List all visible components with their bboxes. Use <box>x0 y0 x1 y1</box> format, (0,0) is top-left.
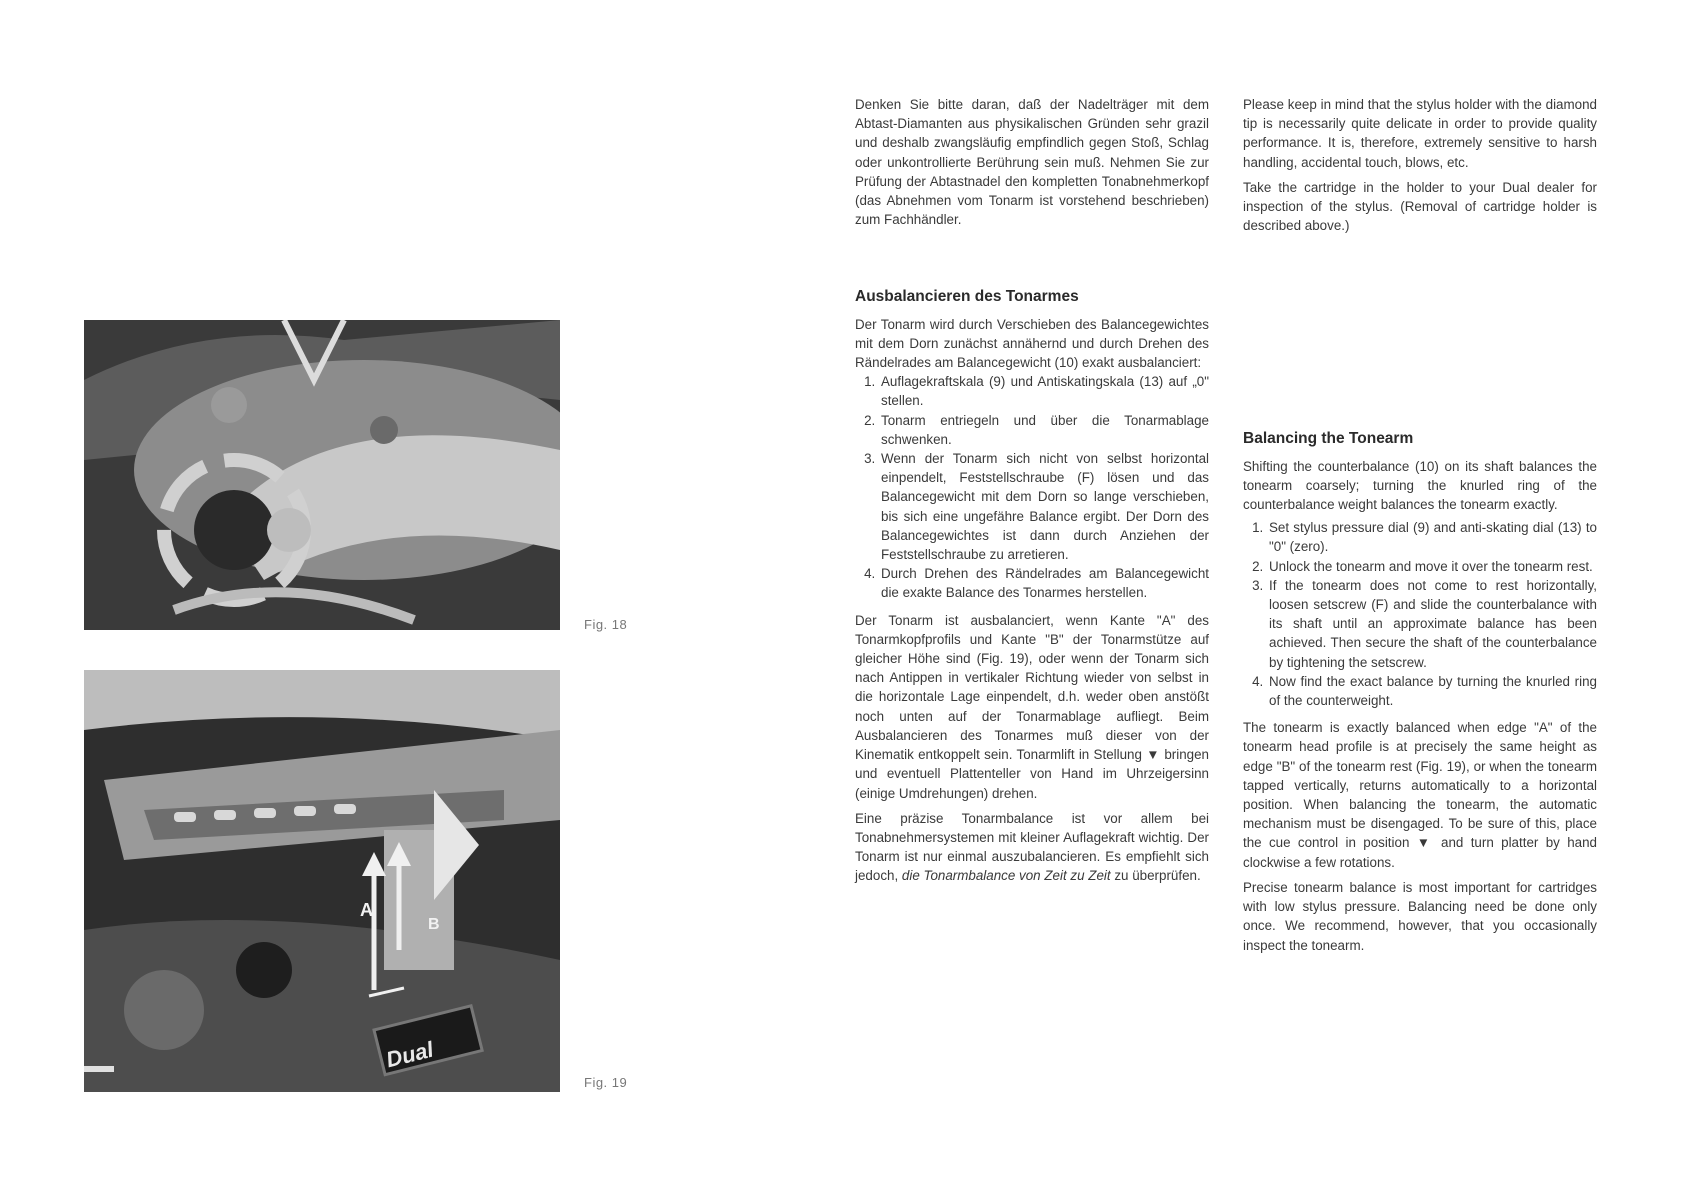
german-para3-end: zu überprüfen. <box>1114 868 1201 884</box>
english-heading: Balancing the Tonearm <box>1243 430 1414 448</box>
german-intro: Denken Sie bitte daran, daß der Nadelträger mit dem Abtast-Diamanten aus physikalischen Gründen sehr grazil und deshalb zwangsläufig empfindlich gegen Stoß, Schlag oder unkontrollierte Berührung sein muß. Nehmen Sie zur Prüfung der Abtastnadel den kompletten Tonabnehmerkopf (das Abnehmen vom Tonarm ist vorstehend beschrieben) zum Fachhändler. <box>855 97 1209 228</box>
german-para2: Der Tonarm ist ausbalanciert, wenn Kante "A" des Tonarmkopfprofils und Kante "B" der Tonarmstütze auf gleicher Höhe sind (Fig. 19), oder wenn der Tonarm sich nach Antippen in vertikaler Richtung wieder von selbst in die horizontale Lage einpendelt, d.h. weder oben anstößt noch unten auf der Tonarmablage aufliegt. Beim Ausbalancieren des Tonarmes muß dieser von der Kinematik entkoppelt sein. Tonarmlift in Stellung ▼ bringen und eventuell Plattenteller von Hand im Uhrzeigersinn (einige Umdrehungen) drehen. <box>855 612 1209 801</box>
fig19-illustration <box>84 670 560 1092</box>
german-para1: Der Tonarm wird durch Verschieben des Balancegewichtes mit dem Dorn zunächst annähernd und durch Drehen des Rändelrades am Balancegewicht (10) exakt ausbalanciert: <box>855 316 1209 371</box>
fig18-illustration <box>84 320 560 630</box>
english-para3: Precise tonearm balance is most important for cartridges with low stylus pressure. Balancing need be done only once. We recommend, however, that you occasionally inspect the tonearm. <box>1243 879 1597 953</box>
german-heading: Ausbalancieren des Tonarmes <box>855 288 1079 306</box>
german-para3-italic: die Tonarmbalance von Zeit zu Zeit <box>901 868 1111 884</box>
english-intro-2: Take the cartridge in the holder to your Dual dealer for inspection of the stylus. (Removal of cartridge holder is described above.) <box>1243 179 1597 234</box>
german-step-4: 4. Durch Drehen des Rändelrades am Balancegewicht die exakte Balance des Tonarmes herstellen. <box>879 564 1209 602</box>
german-para3: Eine präzise Tonarmbalance ist vor allem bei Tonabnehmersystemen mit kleiner Auflagekraft wichtig. Der Tonarm ist nur einmal auszubalancieren. Es empfiehlt sich jedoch, <box>855 810 1209 884</box>
german-para3-wrap <box>855 809 1209 886</box>
english-steps <box>1243 518 1597 710</box>
english-column <box>1243 95 1597 961</box>
german-column <box>855 95 1209 892</box>
german-step-2: 2. Tonarm entriegeln und über die Tonarmablage schwenken. <box>879 411 1209 449</box>
fig19-photo <box>84 670 560 1092</box>
german-steps <box>855 372 1209 602</box>
english-step-2: 2. Unlock the tonearm and move it over the tonearm rest. <box>1267 557 1597 576</box>
english-step-3: 3. If the tonearm does not come to rest horizontally, loosen setscrew (F) and slide the counterbalance with its shaft until an approximate balance has been achieved. Then secure the shaft of the counterbalance by tightening the setscrew. <box>1267 576 1597 672</box>
fig19-label-a: A <box>360 900 373 920</box>
fig19-dual-logo: Dual <box>383 1036 436 1073</box>
german-step-1: 1. Auflagekraftskala (9) und Antiskatingskala (13) auf „0" stellen. <box>879 372 1209 410</box>
english-para2: The tonearm is exactly balanced when edge "A" of the tonearm head profile is at precisely the same height as edge "B" of the tonearm rest (Fig. 19), or when the tonearm tapped vertically, returns automatically to a horizontal position. When balancing the tonearm, the automatic mechanism must be disengaged. To be sure of this, place the cue control in position ▼ and turn platter by hand clockwise a few rotations. <box>1243 720 1597 870</box>
german-step-3: 3. Wenn der Tonarm sich nicht von selbst horizontal einpendelt, Feststellschraube (F) lösen und das Balancegewicht mit dem Dorn so lange verschieben, bis sich eine ungefähre Balance ergibt. Der Dorn des Balancegewichtes ist dann durch Anziehen der Feststellschraube zu arretieren. <box>879 449 1209 564</box>
english-intro-1: Please keep in mind that the stylus holder with the diamond tip is necessarily quite delicate in order to provide quality performance. It is, therefore, extremely sensitive to harsh handling, accidental touch, blows, etc. <box>1243 97 1597 170</box>
fig18-caption: Fig. 18 <box>584 617 628 632</box>
fig19-label-b: B <box>428 916 440 933</box>
fig18-photo <box>84 320 560 630</box>
english-step-4: 4. Now find the exact balance by turning the knurled ring of the counterweight. <box>1267 672 1597 710</box>
english-para1: Shifting the counterbalance (10) on its shaft balances the tonearm coarsely; turning the knurled ring of the counterbalance weight balances the tonearm exactly. <box>1243 458 1597 513</box>
fig19-caption: Fig. 19 <box>584 1075 628 1090</box>
english-step-1: 1. Set stylus pressure dial (9) and anti-skating dial (13) to "0" (zero). <box>1267 518 1597 556</box>
